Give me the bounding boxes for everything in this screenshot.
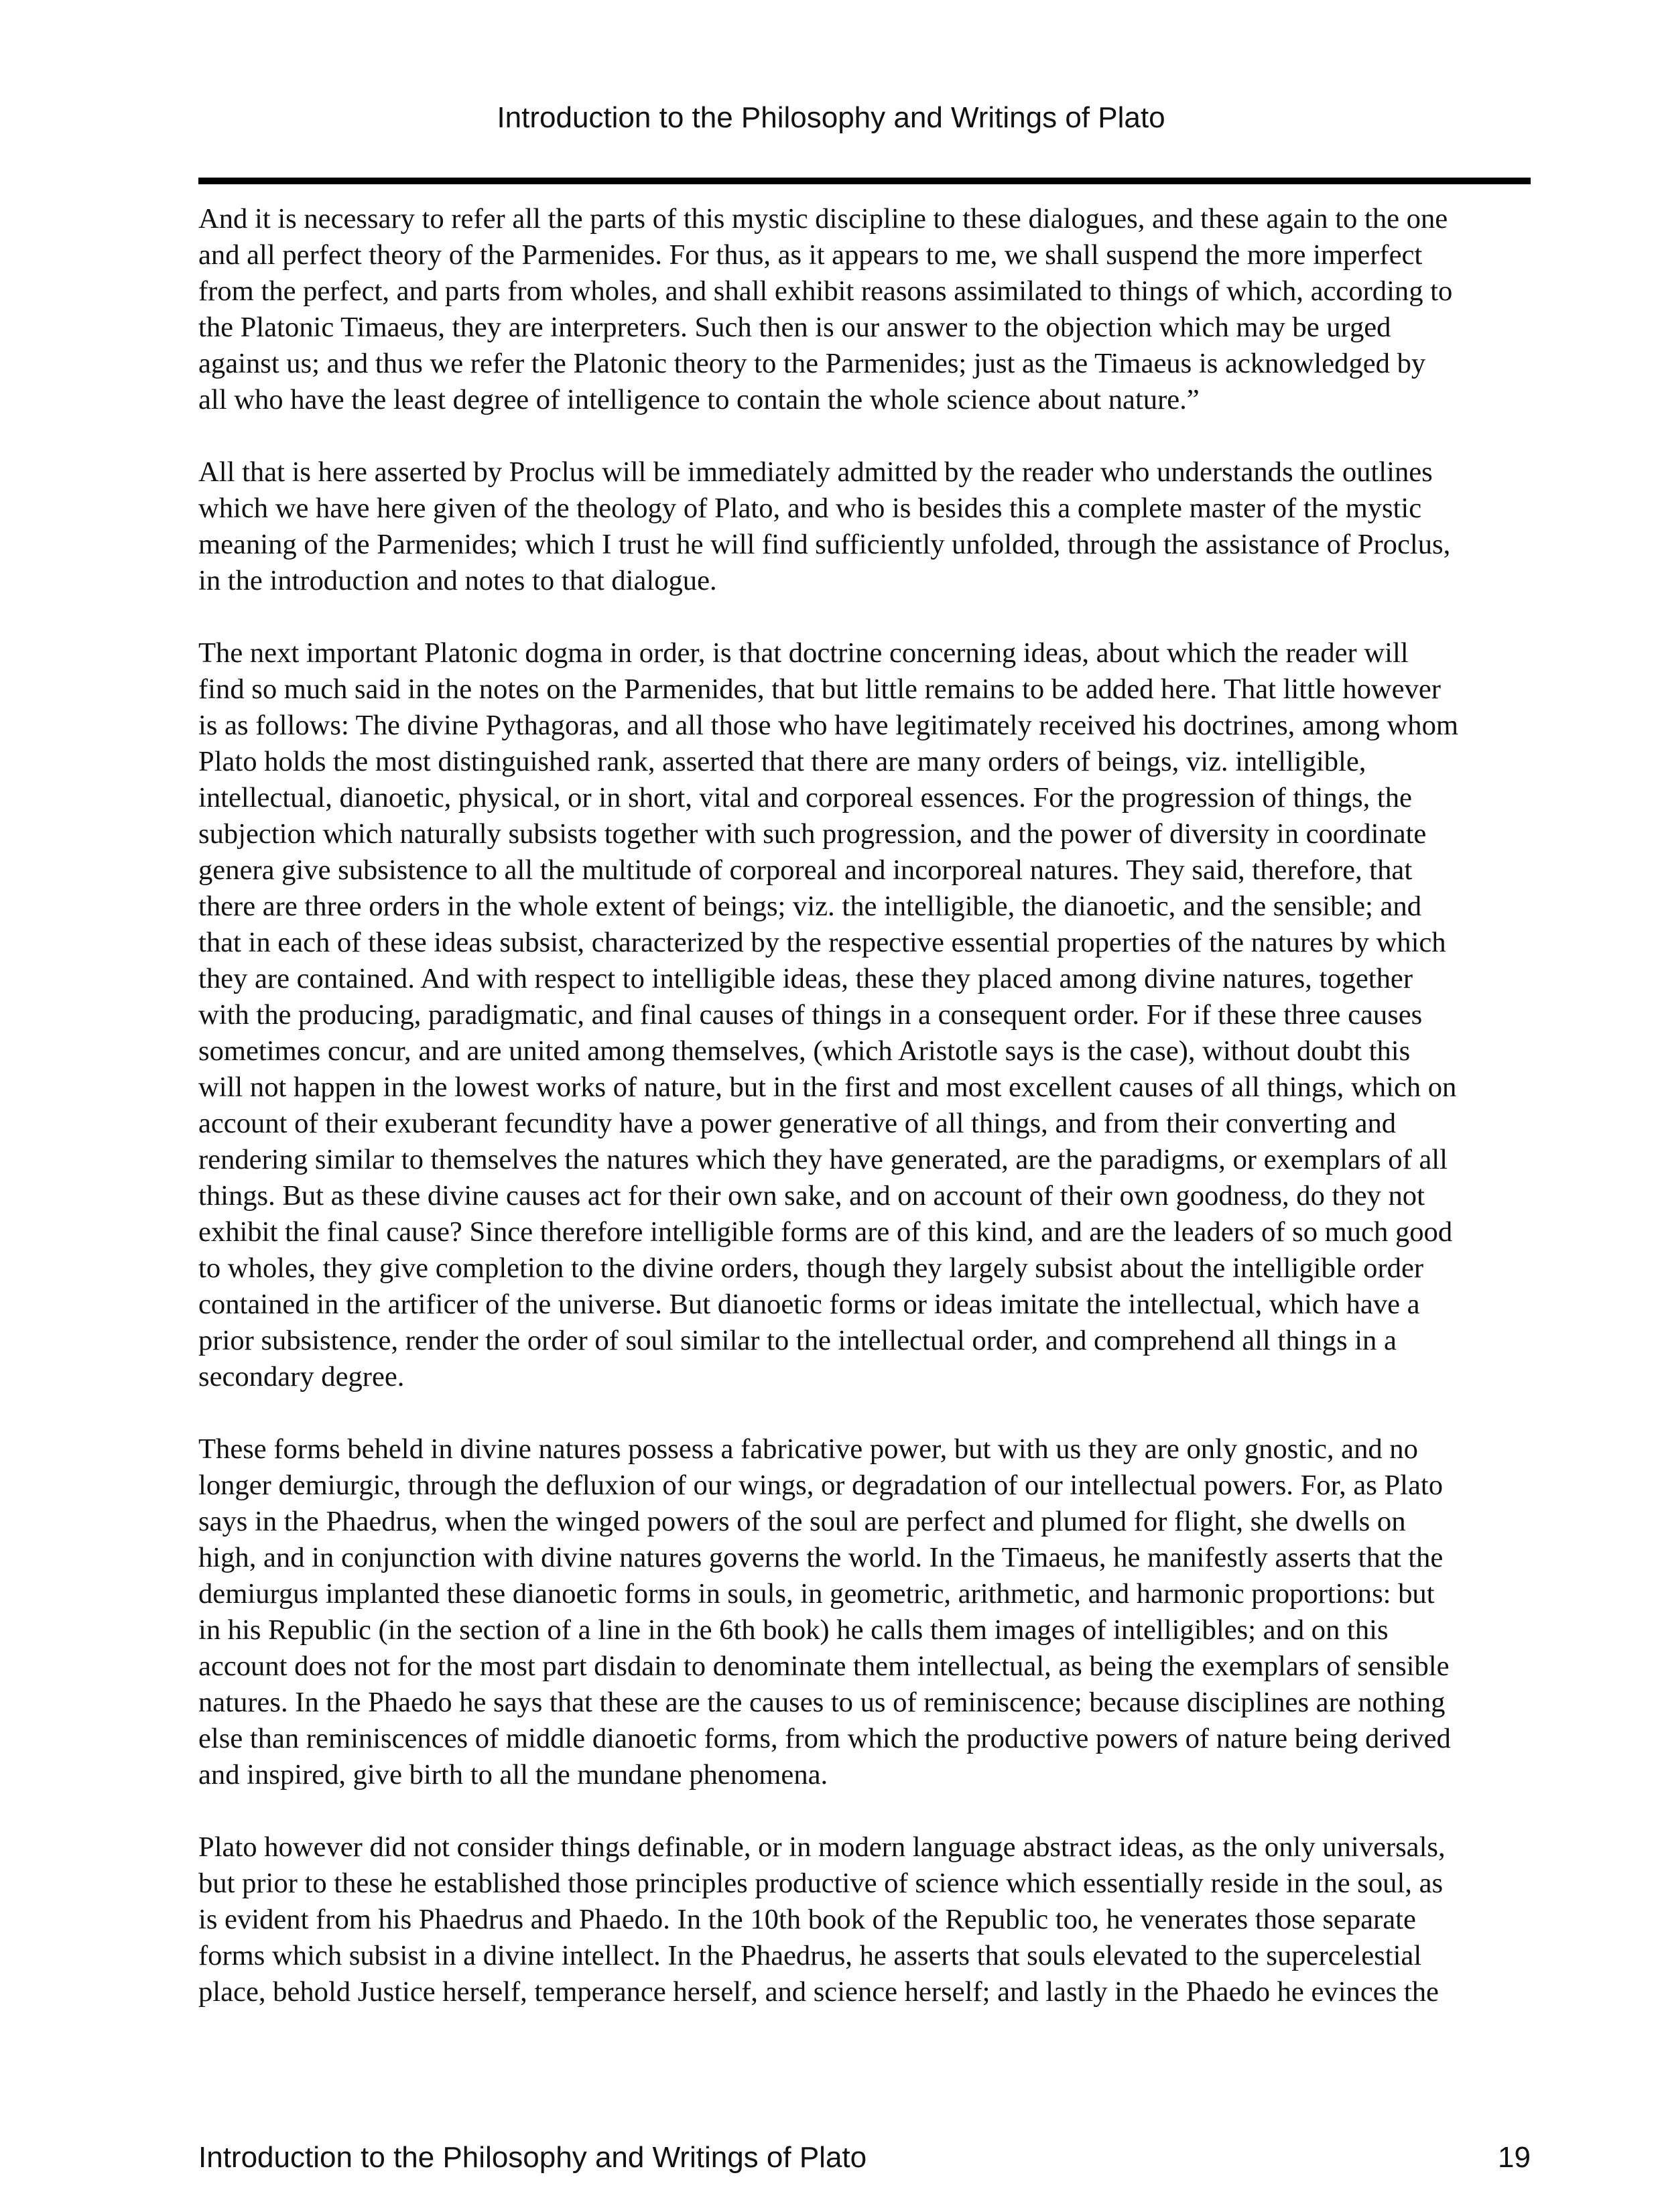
text-line: forms which subsist in a divine intellect. In the Phaedrus, he asserts that souls elevated to the supercelestial bbox=[198, 1940, 1422, 1971]
text-line: from the perfect, and parts from wholes, and shall exhibit reasons assimilated to things of which, according to bbox=[198, 275, 1453, 307]
text-line: intellectual, dianoetic, physical, or in short, vital and corporeal essences. For the progression of things, the bbox=[198, 782, 1412, 814]
text-line: account does not for the most part disdain to denominate them intellectual, as being the exemplars of sensible bbox=[198, 1650, 1450, 1682]
running-header: Introduction to the Philosophy and Writings of Plato bbox=[497, 101, 1165, 134]
text-line: demiurgus implanted these dianoetic forms in souls, in geometric, arithmetic, and harmonic proportions: but bbox=[198, 1578, 1435, 1610]
text-line: and inspired, give birth to all the mundane phenomena. bbox=[198, 1759, 828, 1791]
paragraph bbox=[198, 1431, 1532, 1793]
text-line: find so much said in the notes on the Parmenides, that but little remains to be added here. That little however bbox=[198, 673, 1441, 705]
text-line: all who have the least degree of intelligence to contain the whole science about nature.” bbox=[198, 384, 1200, 415]
text-line: to wholes, they give completion to the divine orders, though they largely subsist about the intelligible order bbox=[198, 1252, 1424, 1284]
text-line: else than reminiscences of middle dianoetic forms, from which the productive powers of nature being derived bbox=[198, 1723, 1451, 1754]
text-line: but prior to these he established those principles productive of science which essentially reside in the soul, as bbox=[198, 1868, 1444, 1899]
text-line: with the producing, paradigmatic, and final causes of things in a consequent order. For if these three causes bbox=[198, 999, 1423, 1031]
text-line: will not happen in the lowest works of nature, but in the first and most excellent causes of all things, which on bbox=[198, 1071, 1457, 1103]
text-line: they are contained. And with respect to intelligible ideas, these they placed among divine natures, together bbox=[198, 963, 1413, 994]
text-line: sometimes concur, and are united among themselves, (which Aristotle says is the case), without doubt this bbox=[198, 1035, 1411, 1067]
text-line: account of their exuberant fecundity have a power generative of all things, and from their converting and bbox=[198, 1108, 1397, 1139]
page-number: 19 bbox=[1498, 2141, 1531, 2174]
text-line: high, and in conjunction with divine natures governs the world. In the Timaeus, he manifestly asserts that the bbox=[198, 1542, 1444, 1573]
text-line: says in the Phaedrus, when the winged powers of the soul are perfect and plumed for flight, she dwells on bbox=[198, 1506, 1406, 1537]
text-line: The next important Platonic dogma in order, is that doctrine concerning ideas, about which the reader will bbox=[198, 637, 1409, 669]
text-line: in the introduction and notes to that dialogue. bbox=[198, 565, 717, 596]
text-line: longer demiurgic, through the defluxion of our wings, or degradation of our intellectual powers. For, as Plato bbox=[198, 1470, 1444, 1501]
text-line: against us; and thus we refer the Platonic theory to the Parmenides; just as the Timaeus is acknowledged by bbox=[198, 348, 1426, 379]
text-line: is as follows: The divine Pythagoras, and all those who have legitimately received his doctrines, among whom bbox=[198, 710, 1459, 741]
text-line: that in each of these ideas subsist, characterized by the respective essential properties of the natures by which bbox=[198, 927, 1446, 958]
paragraph bbox=[198, 635, 1532, 1395]
text-line: contained in the artificer of the universe. But dianoetic forms or ideas imitate the intellectual, which have a bbox=[198, 1289, 1420, 1320]
text-line: rendering similar to themselves the natures which they have generated, are the paradigms, or exemplars of all bbox=[198, 1144, 1448, 1175]
running-footer bbox=[198, 2138, 1531, 2178]
text-line: exhibit the final cause? Since therefore intelligible forms are of this kind, and are the leaders of so much good bbox=[198, 1216, 1453, 1248]
text-line: natures. In the Phaedo he says that these are the causes to us of reminiscence; because disciplines are nothing bbox=[198, 1687, 1446, 1718]
paragraph bbox=[198, 201, 1532, 418]
text-line: Plato however did not consider things definable, or in modern language abstract ideas, as the only universals, bbox=[198, 1831, 1446, 1863]
text-line: And it is necessary to refer all the parts of this mystic discipline to these dialogues, and these again to the one bbox=[198, 203, 1448, 235]
text-line: All that is here asserted by Proclus will be immediately admitted by the reader who understands the outlines bbox=[198, 456, 1433, 488]
text-line: there are three orders in the whole extent of beings; viz. the intelligible, the dianoetic, and the sensible; and bbox=[198, 891, 1422, 922]
text-line: the Platonic Timaeus, they are interpreters. Such then is our answer to the objection which may be urged bbox=[198, 312, 1391, 343]
text-line: prior subsistence, render the order of soul similar to the intellectual order, and comprehend all things in a bbox=[198, 1325, 1397, 1356]
text-line: meaning of the Parmenides; which I trust he will find sufficiently unfolded, through the assistance of Proclus, bbox=[198, 529, 1451, 560]
text-line: which we have here given of the theology of Plato, and who is besides this a complete master of the mystic bbox=[198, 493, 1422, 524]
footer-title: Introduction to the Philosophy and Writings of Plato bbox=[198, 2141, 867, 2174]
text-line: place, behold Justice herself, temperance herself, and science herself; and lastly in the Phaedo he evinces the bbox=[198, 1976, 1439, 2008]
header-rule-divider bbox=[198, 178, 1531, 184]
text-line: and all perfect theory of the Parmenides. For thus, as it appears to me, we shall suspend the more imperfect bbox=[198, 239, 1423, 271]
text-line: is evident from his Phaedrus and Phaedo. In the 10th book of the Republic too, he venerates those separate bbox=[198, 1904, 1416, 1935]
text-line: subjection which naturally subsists together with such progression, and the power of diversity in coordinate bbox=[198, 818, 1427, 850]
text-line: secondary degree. bbox=[198, 1361, 405, 1392]
text-line: These forms beheld in divine natures possess a fabricative power, but with us they are only gnostic, and no bbox=[198, 1433, 1418, 1465]
body-text bbox=[198, 201, 1532, 2046]
paragraph bbox=[198, 454, 1532, 599]
text-line: in his Republic (in the section of a line in the 6th book) he calls them images of intelligibles; and on this bbox=[198, 1614, 1389, 1646]
text-line: genera give subsistence to all the multitude of corporeal and incorporeal natures. They said, therefore, that bbox=[198, 854, 1413, 886]
text-line: things. But as these divine causes act for their own sake, and on account of their own goodness, do they not bbox=[198, 1180, 1425, 1212]
text-line: Plato holds the most distinguished rank, asserted that there are many orders of beings, viz. intelligible, bbox=[198, 746, 1366, 777]
paragraph bbox=[198, 1829, 1532, 2010]
